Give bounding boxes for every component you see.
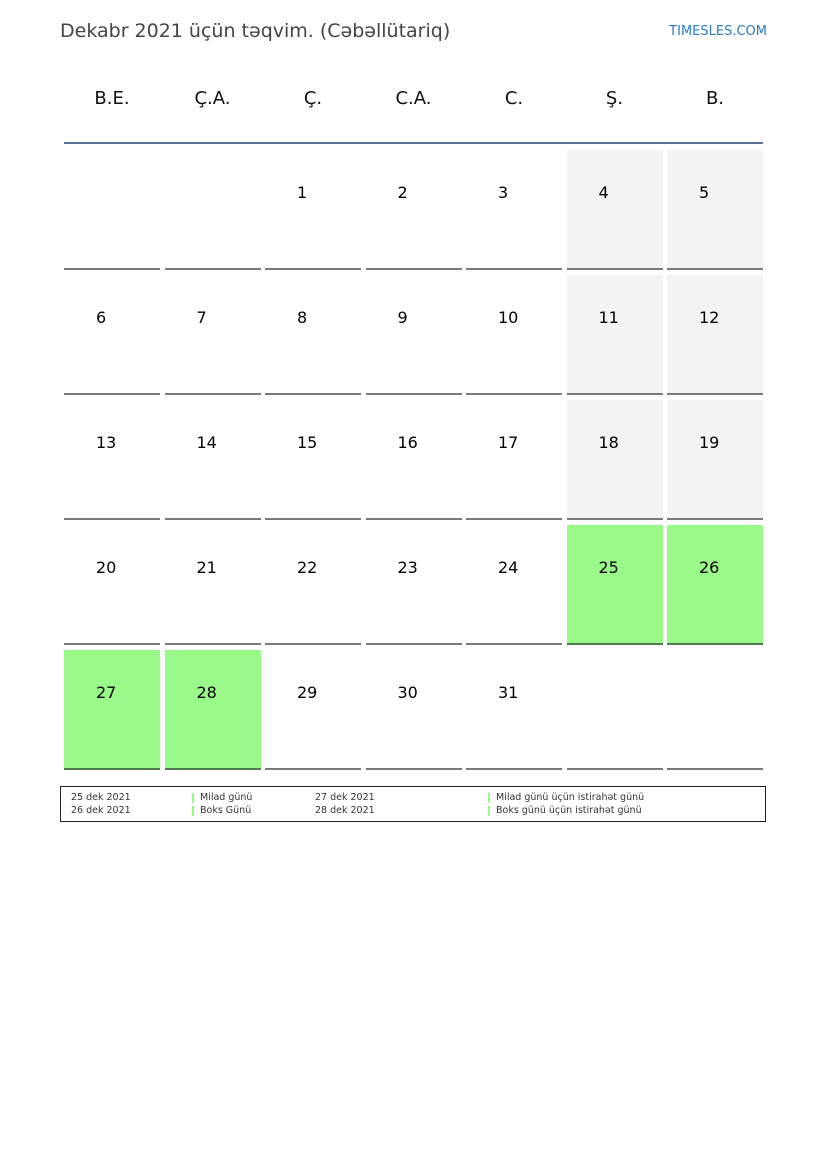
calendar-day-cell <box>667 400 763 520</box>
weekday-label: C. <box>504 88 524 109</box>
legend-holiday-name: Boks günü üçün istirahət günü <box>496 805 642 816</box>
calendar-day-cell <box>567 525 663 645</box>
weekday-label: Ş. <box>605 88 624 109</box>
legend-color-marker <box>192 793 194 803</box>
day-number: 29 <box>297 683 318 702</box>
calendar-day-cell <box>64 400 160 520</box>
day-number: 23 <box>397 558 418 577</box>
legend-holiday-name: Milad günü <box>200 792 253 803</box>
calendar-day-cell <box>466 525 562 645</box>
day-number: 20 <box>96 558 117 577</box>
calendar-empty-cell <box>165 150 261 270</box>
day-number: 31 <box>498 683 519 702</box>
calendar-day-cell <box>667 525 763 645</box>
calendar-day-cell <box>265 400 361 520</box>
header-divider <box>64 142 763 144</box>
page-title: Dekabr 2021 üçün təqvim. (Cəbəllütariq) <box>60 20 451 42</box>
day-number: 24 <box>498 558 519 577</box>
legend-color-marker <box>192 806 194 816</box>
day-number: 5 <box>699 183 710 202</box>
calendar-day-cell <box>165 525 261 645</box>
legend-date: 28 dek 2021 <box>315 805 375 816</box>
calendar-day-cell <box>366 650 462 770</box>
day-number: 16 <box>397 433 418 452</box>
weekday-label: B.E. <box>94 88 130 109</box>
day-number: 3 <box>498 183 509 202</box>
day-number: 7 <box>196 308 207 327</box>
day-number: 12 <box>699 308 720 327</box>
calendar-day-cell <box>466 275 562 395</box>
holiday-legend <box>60 786 766 822</box>
day-number: 14 <box>196 433 217 452</box>
legend-date: 26 dek 2021 <box>71 805 131 816</box>
calendar-day-cell <box>567 150 663 270</box>
legend-holiday-name: Boks Günü <box>200 805 252 816</box>
day-number: 22 <box>297 558 318 577</box>
day-number: 15 <box>297 433 318 452</box>
calendar-day-cell <box>366 275 462 395</box>
calendar-day-cell <box>366 150 462 270</box>
day-number: 30 <box>397 683 418 702</box>
calendar-day-cell <box>64 650 160 770</box>
day-number: 6 <box>96 308 107 327</box>
day-number: 8 <box>297 308 308 327</box>
legend-date: 27 dek 2021 <box>315 792 375 803</box>
day-number: 2 <box>397 183 408 202</box>
calendar-day-cell <box>265 150 361 270</box>
weekday-header-row <box>64 88 763 120</box>
day-number: 4 <box>598 183 609 202</box>
day-number: 25 <box>598 558 619 577</box>
calendar-day-cell <box>265 650 361 770</box>
day-number: 21 <box>196 558 217 577</box>
legend-color-marker <box>488 793 490 803</box>
weekday-label: Ç. <box>303 88 323 109</box>
day-number: 26 <box>699 558 720 577</box>
calendar-empty-cell <box>667 650 763 770</box>
calendar-day-cell <box>466 650 562 770</box>
calendar-day-cell <box>667 275 763 395</box>
calendar-day-cell <box>567 400 663 520</box>
day-number: 10 <box>498 308 519 327</box>
day-number: 9 <box>397 308 408 327</box>
calendar-day-cell <box>64 275 160 395</box>
day-number: 11 <box>598 308 619 327</box>
calendar-day-cell <box>667 150 763 270</box>
day-number: 19 <box>699 433 720 452</box>
legend-color-marker <box>488 806 490 816</box>
brand-link[interactable]: TIMESLES.COM <box>669 24 767 39</box>
weekday-label: B. <box>705 88 725 109</box>
day-number: 17 <box>498 433 519 452</box>
calendar-day-cell <box>64 525 160 645</box>
calendar-day-cell <box>265 275 361 395</box>
day-number: 18 <box>598 433 619 452</box>
calendar-day-cell <box>165 400 261 520</box>
weekday-label: Ç.A. <box>194 88 231 109</box>
day-number: 27 <box>96 683 117 702</box>
calendar-day-cell <box>165 275 261 395</box>
legend-date: 25 dek 2021 <box>71 792 131 803</box>
day-number: 28 <box>196 683 217 702</box>
day-number: 13 <box>96 433 117 452</box>
calendar-day-cell <box>265 525 361 645</box>
calendar-grid <box>64 150 763 770</box>
calendar-day-cell <box>366 525 462 645</box>
day-number: 1 <box>297 183 308 202</box>
calendar-day-cell <box>366 400 462 520</box>
weekday-label: C.A. <box>395 88 432 109</box>
calendar-day-cell <box>567 275 663 395</box>
legend-holiday-name: Milad günü üçün istirahət günü <box>496 792 645 803</box>
calendar-day-cell <box>466 400 562 520</box>
calendar-day-cell <box>466 150 562 270</box>
calendar-empty-cell <box>64 150 160 270</box>
calendar-empty-cell <box>567 650 663 770</box>
calendar-day-cell <box>165 650 261 770</box>
